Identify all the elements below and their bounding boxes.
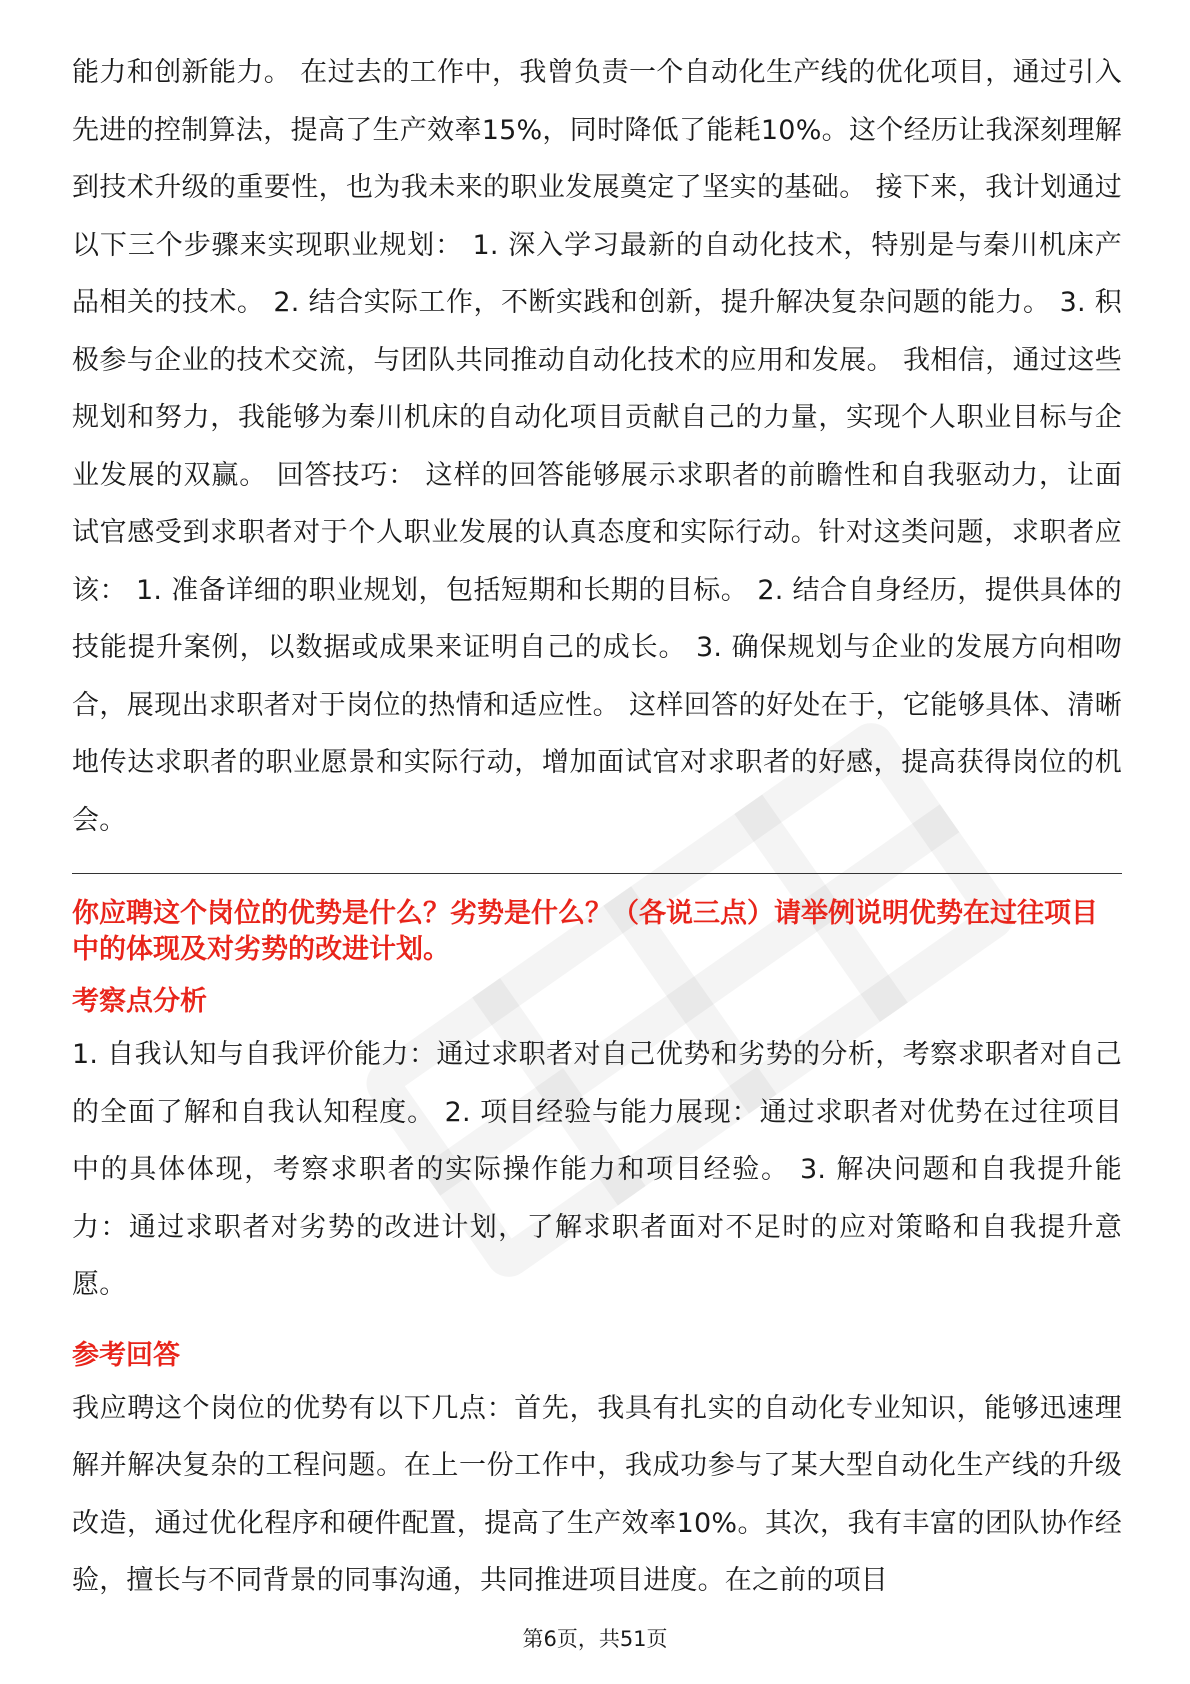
reference-paragraph: 我应聘这个岗位的优势有以下几点：首先，我具有扎实的自动化专业知识，能够迅速理解并解决复杂的工程问题。在上一份工作中，我成功参与了某大型自动化生产线的升级改造，通过优化程序和硬件配置，提高了生产效率10%。其次，我有丰富的团队协作经验，擅长与不同背景的同事沟通，共同推进项目进度。在之前的项目 xyxy=(72,1392,1122,1596)
document-page xyxy=(72,44,1122,1610)
section-divider xyxy=(72,873,1122,874)
reference-heading: 参考回答 xyxy=(72,1339,180,1371)
analysis-paragraph: 1. 自我认知与自我评价能力：通过求职者对自己优势和劣势的分析，考察求职者对自己的全面了解和自我认知程度。 2. 项目经验与能力展现：通过求职者对优势在过往项目中的具体体现，考察求职者的实际操作能力和项目经验。 3. 解决问题和自我提升能力：通过求职者对劣势的改进计划，了解求职者面对不足时的应对策略和自我提升意愿。 xyxy=(72,1039,1122,1300)
page-number: 第6页，共51页 xyxy=(522,1627,668,1651)
analysis-heading: 考察点分析 xyxy=(72,986,207,1017)
intro-paragraph: 能力和创新能力。 在过去的工作中，我曾负责一个自动化生产线的优化项目，通过引入先进的控制算法，提高了生产效率15%，同时降低了能耗10%。这个经历让我深刻理解到技术升级的重要性，也为我未来的职业发展奠定了坚实的基础。 接下来，我计划通过以下三个步骤来实现职业规划： 1. 深入学习最新的自动化技术，特别是与秦川机床产品相关的技术。 2. 结合实际工作，不断实践和创新，提升解决复杂问题的能力。 3. 积极参与企业的技术交流，与团队共同推动自动化技术的应用和发展。 我相信，通过这些规划和努力，我能够为秦川机床的自动化项目贡献自己的力量，实现个人职业目标与企业发展的双赢。 回答技巧： 这样的回答能够展示求职者的前瞻性和自我驱动力，让面试官感受到求职者对于个人职业发展的认真态度和实际行动。针对这类问题，求职者应该： 1. 准备详细的职业规划，包括短期和长期的目标。 2. 结合自身经历，提供具体的技能提升案例，以数据或成果来证明自己的成长。 3. 确保规划与企业的发展方向相吻合，展现出求职者对于岗位的热情和适应性。 这样回答的好处在于，它能够具体、清晰地传达求职者的职业愿景和实际行动，增加面试官对求职者的好感，提高获得岗位的机会。 xyxy=(72,57,1122,836)
interview-question: 你应聘这个岗位的优势是什么？劣势是什么？（各说三点）请举例说明优势在过往项目中的体现及对劣势的改进计划。 xyxy=(72,898,1098,965)
